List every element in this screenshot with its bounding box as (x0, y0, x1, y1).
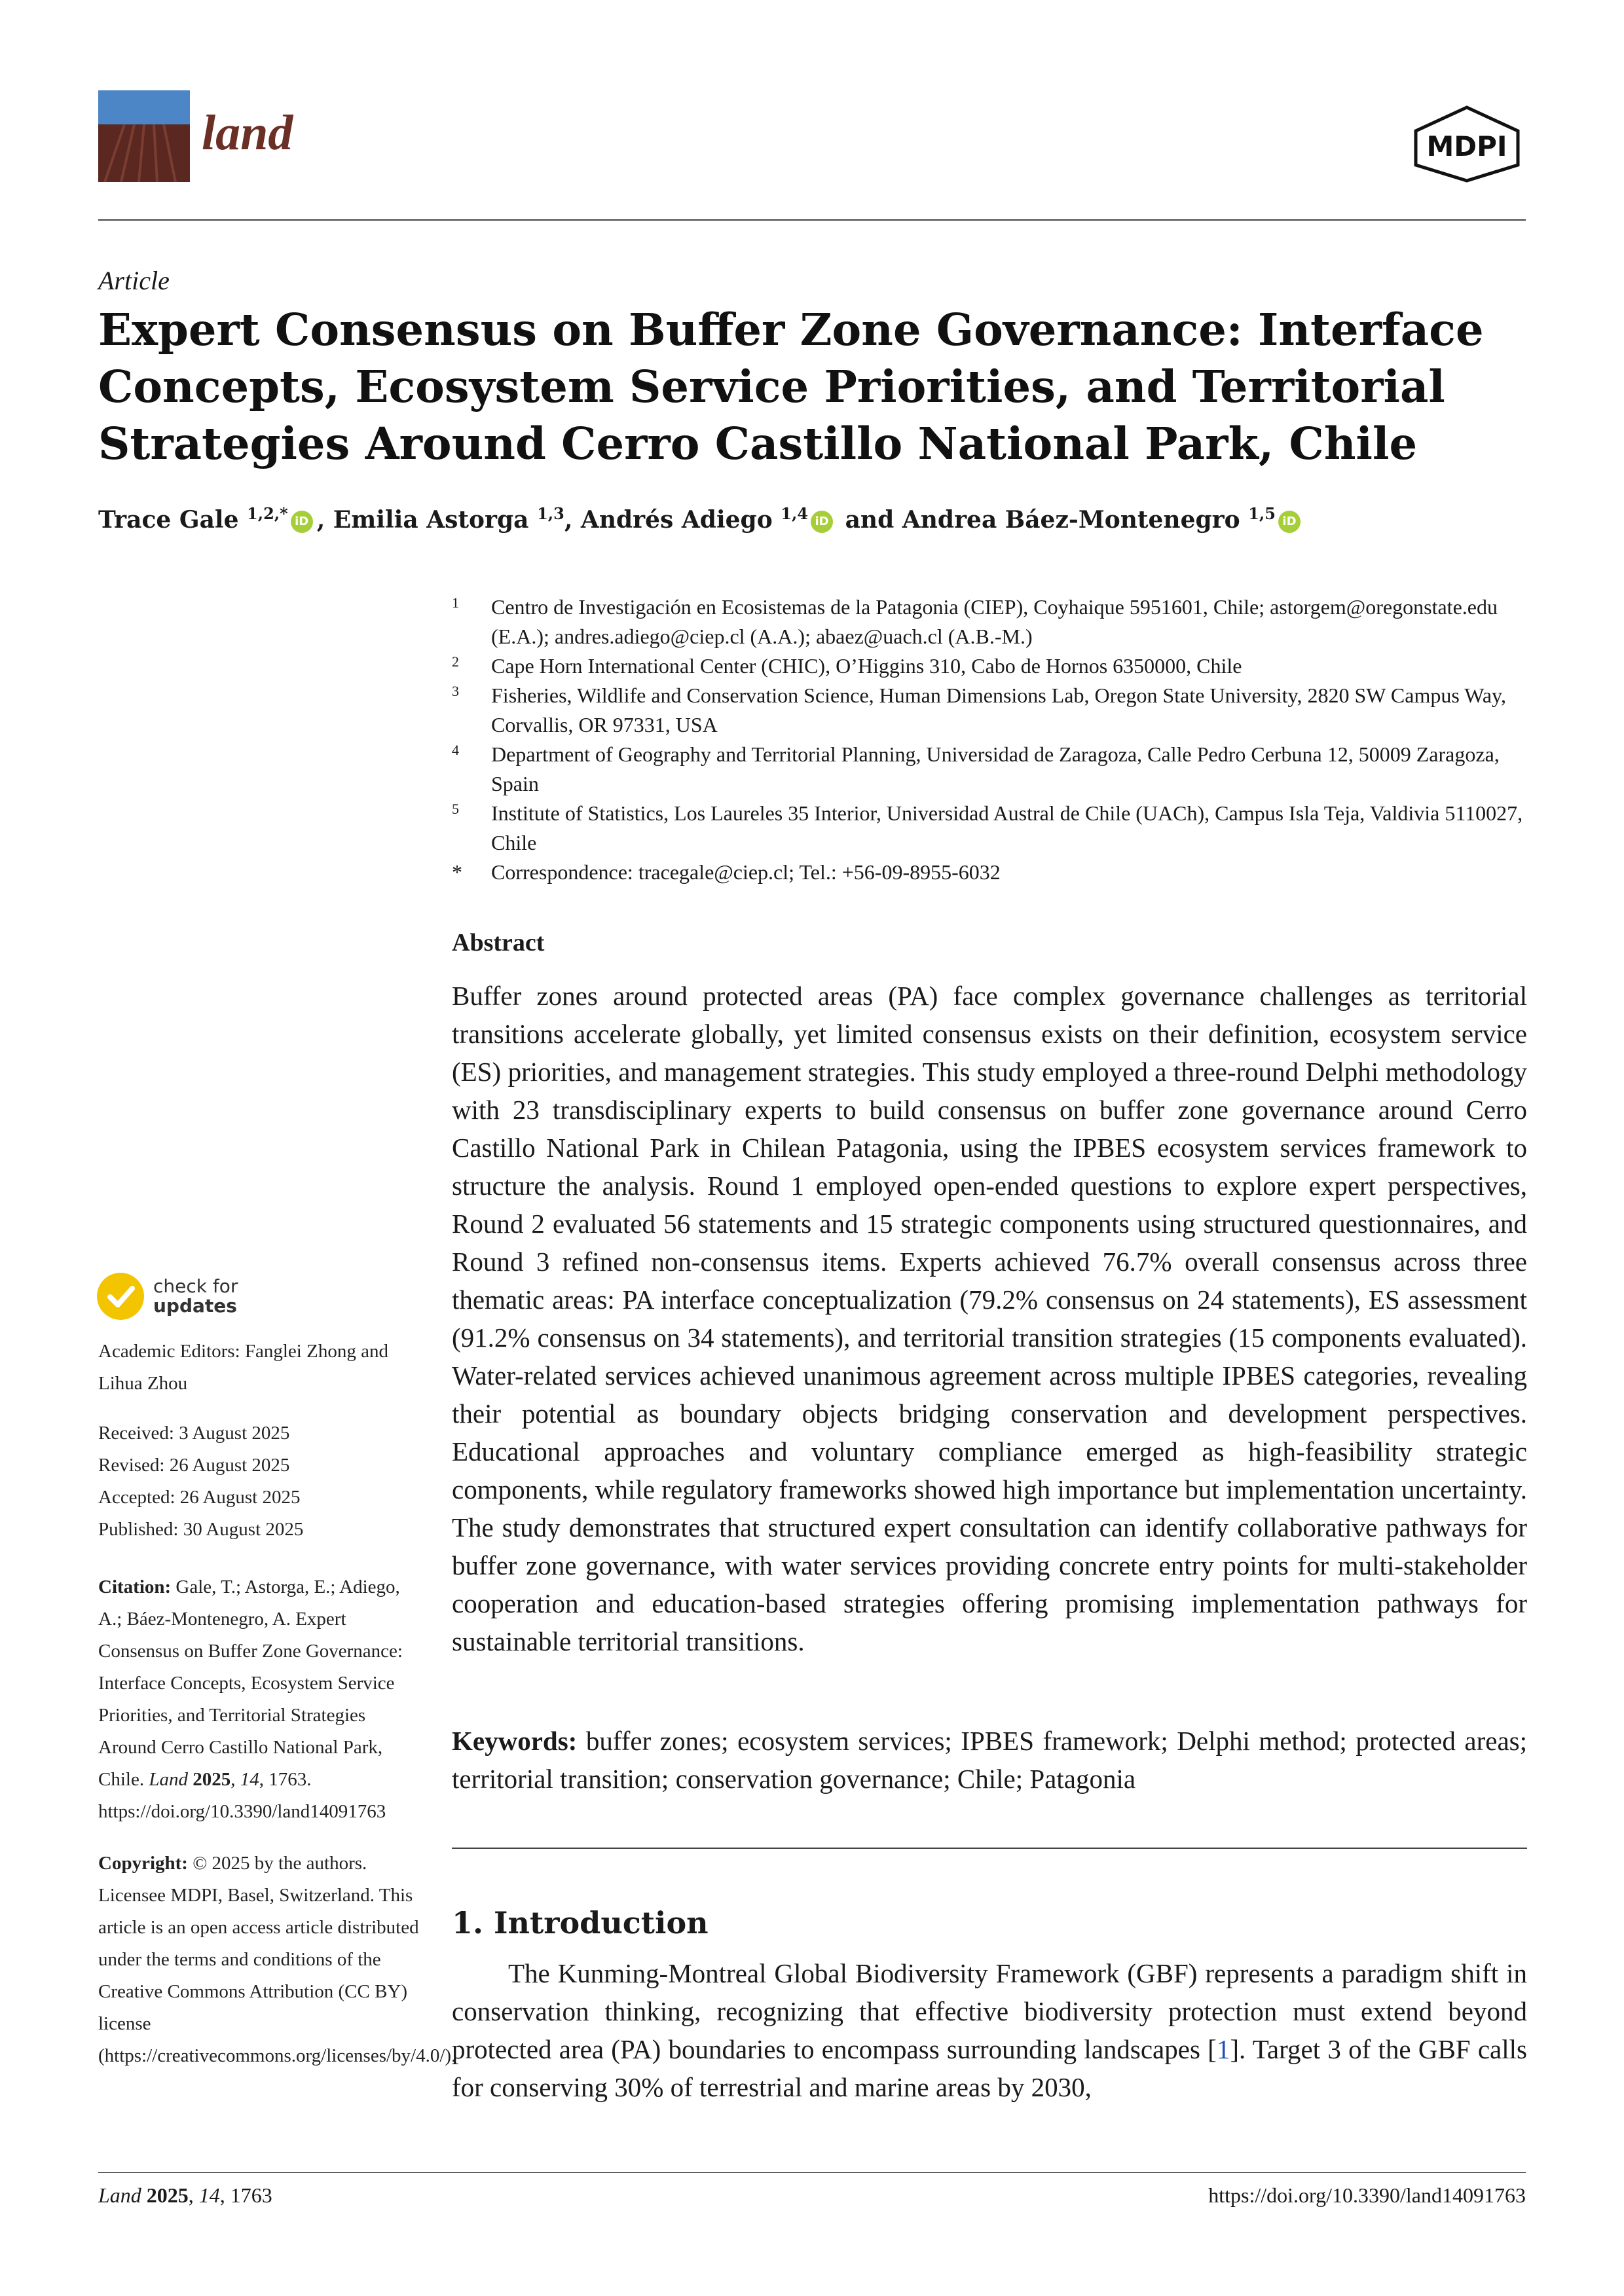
author-separator: , (316, 506, 333, 534)
affiliation-number: * (452, 860, 462, 884)
citation-block: Citation: Gale, T.; Astorga, E.; Adiego, A.; Báez-Montenegro, A. Expert Consensus on Buffer Zone Governance: Interface Concepts, Ecosystem Service Priorities, and Territorial Strategies Around Cerro Castillo National Park, Chile. Land 2025, 14, 1763. https://doi.org/10.3390/land14091763 (98, 1576, 403, 1822)
affiliation-text: Cape Horn International Center (CHIC), O’Higgins 310, Cabo de Hornos 6350000, Chile (491, 654, 1242, 678)
article-type: Article (98, 266, 170, 295)
correspondence-item (452, 858, 1532, 887)
orcid-icon[interactable]: iD (1278, 511, 1301, 533)
footer-journal: Land (98, 2183, 141, 2207)
accepted-date: Accepted: 26 August 2025 (98, 1487, 301, 1508)
footer-citation: Land 2025, 14, 1763 (98, 2183, 272, 2207)
affiliation-text: Institute of Statistics, Los Laureles 35 Interior, Universidad Austral de Chile (UACh), Campus Isla Teja, Valdivia 5110027, Chile (491, 801, 1523, 854)
intro-text-part: The Kunming-Montreal Global Biodiversity Framework (GBF) represents a paradigm shift in conservation thinking, recognizing that effective biodiversity protection must extend beyond protected area (PA) boundaries to encompass surrounding landscapes [ (452, 1958, 1527, 2064)
correspondence-text: Correspondence: tracegale@ciep.cl; Tel.: +56-09-8955-6032 (491, 860, 1001, 884)
footer-volume: 14 (198, 2183, 220, 2207)
check-for-updates-button[interactable] (97, 1270, 293, 1322)
citation-doi[interactable]: , 1763. https://doi.org/10.3390/land14091763 (98, 1769, 386, 1822)
citation-link[interactable]: 1 (1216, 2034, 1230, 2064)
author-separator: and (837, 506, 902, 534)
affiliation-item (452, 740, 1532, 799)
svg-text:MDPI: MDPI (1426, 130, 1507, 162)
intro-text-part: ]. Target 3 of the GBF calls for conserving 30% of terrestrial and marine areas by 2030, (452, 2034, 1527, 2102)
orcid-icon[interactable]: iD (291, 511, 313, 533)
author-list (98, 504, 1532, 534)
publication-dates (98, 1417, 419, 1546)
affiliations (452, 592, 1532, 887)
orcid-icon[interactable]: iD (811, 511, 833, 533)
revised-date: Revised: 26 August 2025 (98, 1455, 290, 1476)
citation-year: 2025 (193, 1769, 231, 1790)
footer-article-number: 1763 (230, 2183, 272, 2207)
article-title: Expert Consensus on Buffer Zone Governance: Interface Concepts, Ecosystem Service Priorities, and Territorial Strategies Around Cerro Castillo National Park, Chile (98, 304, 1484, 469)
copyright-text: © 2025 by the authors. Licensee MDPI, Basel, Switzerland. This article is an open access article distributed under the terms and conditions of the Creative Commons Attribution (CC BY) license (https://creativecommons.org/licenses/by/4.0/). (98, 1853, 456, 2066)
affiliation-text: Centro de Investigación en Ecosistemas de la Patagonia (CIEP), Coyhaique 5951601, Chile; astorgem@oregonstate.edu (E.A.); andres.adiego@ciep.cl (A.A.); abaez@uach.cl (A.B.-M.) (491, 595, 1498, 648)
abstract-text: Buffer zones around protected areas (PA) face complex governance challenges as territorial transitions accelerate globally, yet limited consensus exists on their definition, ecosystem service (ES) priorities, and management strategies. This study employed a three-round Delphi methodology with 23 transdisciplinary experts to build consensus on buffer zone governance around Cerro Castillo National Park in Chilean Patagonia, using the IPBES ecosystem services framework to structure the analysis. Round 1 employed open-ended questions to explore expert perspectives, Round 2 evaluated 56 statements and 15 strategic components using structured questionnaires, and Round 3 refined non-consensus items. Experts achieved 76.7% overall consensus across three thematic areas: PA interface conceptualization (79.2% consensus on 24 statements), ES assessment (91.2% consensus on 34 statements), and territorial transition strategies (15 components evaluated). Water-related services achieved unanimous agreement across multiple IPBES categories, revealing their potential as boundary objects bridging conservation and development perspectives. Educational approaches and voluntary compliance emerged as high-feasibility strategic components, while regulatory frameworks showed high importance but implementation uncertainty. The study demonstrates that structured expert consultation can identify collaborative pathways for buffer zone governance, with water services providing concrete entry points for multi-stakeholder cooperation and education-based strategies offering promising implementation pathways for sustainable territorial transitions. (452, 981, 1527, 1656)
check-label-line2: updates (153, 1295, 237, 1317)
journal-logo (98, 90, 190, 182)
author-affiliation-marker: 1,5 (1248, 504, 1276, 523)
mdpi-logo (1408, 105, 1526, 183)
affiliation-number: 1 (452, 594, 459, 611)
affiliation-item (452, 681, 1532, 740)
affiliation-item (452, 799, 1532, 858)
author-name[interactable]: Andrea Báez-Montenegro (902, 506, 1240, 534)
affiliation-number: 5 (452, 801, 459, 817)
affiliation-text: Fisheries, Wildlife and Conservation Science, Human Dimensions Lab, Oregon State University, 2820 SW Campus Way, Corvallis, OR 97331, USA (491, 683, 1506, 737)
section-rule (452, 1848, 1527, 1849)
affiliation-text: Department of Geography and Territorial Planning, Universidad de Zaragoza, Calle Pedro Cerbuna 12, 50009 Zaragoza, Spain (491, 742, 1500, 795)
author-affiliation-marker: 1,3 (537, 504, 564, 523)
introduction-text (452, 1954, 1527, 2106)
author-name[interactable]: Andrés Adiego (580, 506, 773, 534)
keywords (452, 1722, 1527, 1798)
affiliation-number: 3 (452, 683, 459, 699)
keywords-label: Keywords: (452, 1726, 578, 1756)
published-date: Published: 30 August 2025 (98, 1519, 304, 1540)
keywords-text: buffer zones; ecosystem services; IPBES framework; Delphi method; protected areas; territorial transition; conservation governance; Chile; Patagonia (452, 1726, 1527, 1794)
footer-doi-link[interactable]: https://doi.org/10.3390/land14091763 (1208, 2183, 1526, 2207)
copyright-label: Copyright: (98, 1853, 188, 1874)
author-affiliation-marker: 1,2,* (247, 504, 288, 523)
citation-journal: Land (149, 1769, 188, 1790)
header-rule (98, 219, 1526, 221)
author-separator: , (564, 506, 581, 534)
affiliation-number: 4 (452, 742, 459, 758)
footer-rule (98, 2172, 1526, 2173)
section-heading-introduction: 1. Introduction (452, 1905, 709, 1941)
affiliation-item (452, 651, 1532, 681)
author-name[interactable]: Trace Gale (98, 506, 239, 534)
affiliation-item (452, 592, 1532, 651)
affiliation-number: 2 (452, 653, 459, 670)
check-label-line1: check for (153, 1275, 238, 1297)
author-name[interactable]: Emilia Astorga (333, 506, 529, 534)
author-affiliation-marker: 1,4 (781, 504, 809, 523)
copyright-block (98, 1848, 456, 2072)
received-date: Received: 3 August 2025 (98, 1423, 290, 1444)
footer-year: 2025 (146, 2183, 189, 2207)
citation-text: Gale, T.; Astorga, E.; Adiego, A.; Báez-Montenegro, A. Expert Consensus on Buffer Zone Governance: Interface Concepts, Ecosystem Service Priorities, and Territorial Strategies Around Cerro Castillo National Park, Chile. (98, 1576, 403, 1790)
abstract-heading: Abstract (452, 929, 545, 957)
journal-name: land (202, 105, 293, 160)
citation-label: Citation: (98, 1576, 172, 1597)
academic-editors: Academic Editors: Fanglei Zhong and Lihua Zhou (98, 1341, 388, 1394)
check-icon (97, 1273, 144, 1320)
citation-volume: 14 (240, 1769, 259, 1790)
